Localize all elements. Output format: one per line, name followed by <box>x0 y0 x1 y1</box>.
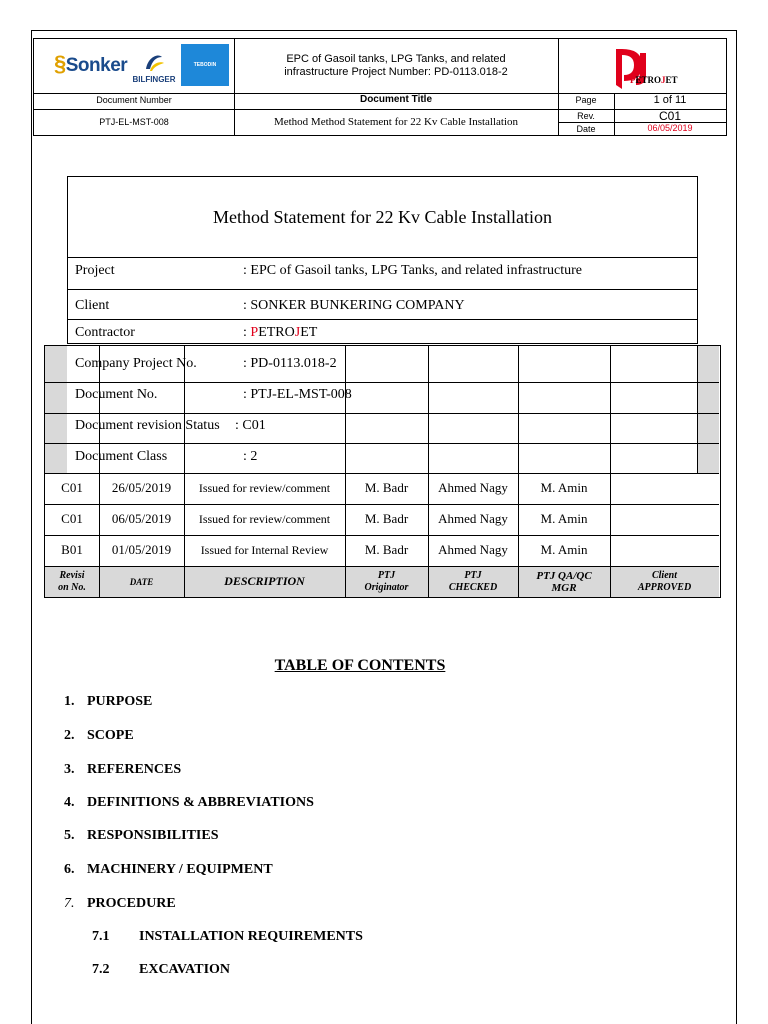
project-description: EPC of Gasoil tanks, LPG Tanks, and related infrastructure Project Number: PD-0113.018-2 <box>284 53 508 78</box>
toc-number: 3. <box>64 762 75 777</box>
toc-item-scope[interactable]: SCOPE <box>87 728 134 743</box>
toc-item-procedure[interactable]: PROCEDURE <box>87 896 176 911</box>
revision-qaqc: M. Amin <box>540 542 588 557</box>
title-divider <box>68 289 697 290</box>
page-value: 1 of 11 <box>653 94 687 106</box>
revision-number: B01 <box>61 542 83 557</box>
field-label-document-no: Document No. <box>75 387 158 402</box>
toc-item-machinery[interactable]: MACHINERY / EQUIPMENT <box>87 862 273 877</box>
revision-originator: M. Badr <box>364 480 409 495</box>
revision-number: C01 <box>61 511 83 526</box>
toc-number: 4. <box>64 795 75 810</box>
rev-label: Rev. <box>577 111 595 121</box>
field-label-document-class: Document Class <box>75 449 168 464</box>
revision-description: Issued for review/comment <box>198 512 331 526</box>
field-value-client: : SONKER BUNKERING COMPANY <box>243 298 465 313</box>
revision-shade <box>697 346 719 473</box>
sonker-logo: §Sonker <box>54 51 128 76</box>
col-header-revision: Revisi on No. <box>58 570 86 593</box>
petrojet-wordmark: PETROJET <box>630 75 678 85</box>
revision-date: 01/05/2019 <box>111 542 172 557</box>
revision-checked: Ahmed Nagy <box>438 480 508 495</box>
col-header-client: Client APPROVED <box>637 570 692 593</box>
field-value-document-no: : PTJ-EL-MST-008 <box>243 387 352 402</box>
revision-originator: M. Badr <box>364 511 409 526</box>
rev-value: C01 <box>658 109 681 123</box>
doc-number-label: Document Number <box>96 95 172 105</box>
revision-description: Issued for Internal Review <box>200 543 329 557</box>
field-label-company-project: Company Project No. <box>75 356 197 371</box>
title-divider <box>68 319 697 320</box>
title-block <box>67 176 698 344</box>
col-header-originator: PTJ Originator <box>364 570 409 593</box>
doc-title-value: Method Method Statement for 22 Kv Cable Installation <box>273 116 519 128</box>
toc-item-references[interactable]: REFERENCES <box>87 762 182 777</box>
date-value: 06/05/2019 <box>647 123 693 133</box>
revision-checked: Ahmed Nagy <box>438 511 508 526</box>
revision-row-line <box>45 443 719 444</box>
toc-number: 2. <box>64 728 75 743</box>
doc-title-label: Document Title <box>359 94 433 105</box>
toc-number: 5. <box>64 828 75 843</box>
page-label: Page <box>575 95 597 105</box>
toc-item-excavation[interactable]: EXCAVATION <box>139 962 231 977</box>
doc-number-value: PTJ-EL-MST-008 <box>99 117 169 127</box>
toc-item-responsibilities[interactable]: RESPONSIBILITIES <box>87 828 219 843</box>
bilfinger-mark-icon <box>142 51 166 73</box>
toc-item-definitions[interactable]: DEFINITIONS & ABBREVIATIONS <box>87 795 314 810</box>
field-label-project: Project <box>75 263 115 278</box>
field-value-project: : EPC of Gasoil tanks, LPG Tanks, and related infrastructure <box>243 263 582 278</box>
revision-col-line <box>610 346 611 597</box>
revision-date: 06/05/2019 <box>111 511 172 526</box>
col-header-checked: PTJ CHECKED <box>448 570 498 593</box>
petrojet-logo-icon <box>606 45 676 93</box>
revision-qaqc: M. Amin <box>540 480 588 495</box>
field-value-company-project: : PD-0113.018-2 <box>243 356 337 371</box>
toc-title: TABLE OF CONTENTS <box>274 657 446 674</box>
revision-row-line <box>45 382 719 383</box>
toc-number: 7.1 <box>92 929 110 944</box>
date-label: Date <box>576 124 596 134</box>
bilfinger-logo: BILFINGER <box>132 51 176 84</box>
toc-item-installation[interactable]: INSTALLATION REQUIREMENTS <box>139 929 363 944</box>
revision-row-line <box>45 413 719 414</box>
toc-item-purpose[interactable]: PURPOSE <box>87 694 153 709</box>
col-header-date: DATE <box>129 577 154 587</box>
revision-qaqc: M. Amin <box>540 511 588 526</box>
col-header-description: DESCRIPTION <box>224 574 305 588</box>
revision-table <box>44 345 721 598</box>
field-value-contractor: : PETROJET <box>243 325 318 340</box>
col-header-qaqc: PTJ QA/QC MGR <box>536 570 592 594</box>
title-divider <box>68 257 697 258</box>
revision-originator: M. Badr <box>364 542 409 557</box>
field-value-document-class: : 2 <box>243 449 258 464</box>
field-label-revision-status: Document revision Status <box>75 418 220 433</box>
field-label-contractor: Contractor <box>75 325 135 340</box>
revision-date: 26/05/2019 <box>111 480 172 495</box>
toc-number: 6. <box>64 862 75 877</box>
document-main-title: Method Statement for 22 Kv Cable Installation <box>213 207 552 227</box>
field-value-revision-status: : C01 <box>235 418 266 433</box>
teboein-logo: TEBODIN <box>181 44 229 86</box>
toc-number: 7.2 <box>92 962 110 977</box>
revision-checked: Ahmed Nagy <box>438 542 508 557</box>
document-header <box>33 38 727 136</box>
revision-shade <box>45 346 67 473</box>
revision-number: C01 <box>61 480 83 495</box>
revision-col-line <box>697 346 698 473</box>
field-label-client: Client <box>75 298 110 313</box>
revision-row-line <box>45 566 719 567</box>
toc-number: 7. <box>64 896 75 911</box>
revision-description: Issued for review/comment <box>198 481 331 495</box>
toc-number: 1. <box>64 694 75 709</box>
